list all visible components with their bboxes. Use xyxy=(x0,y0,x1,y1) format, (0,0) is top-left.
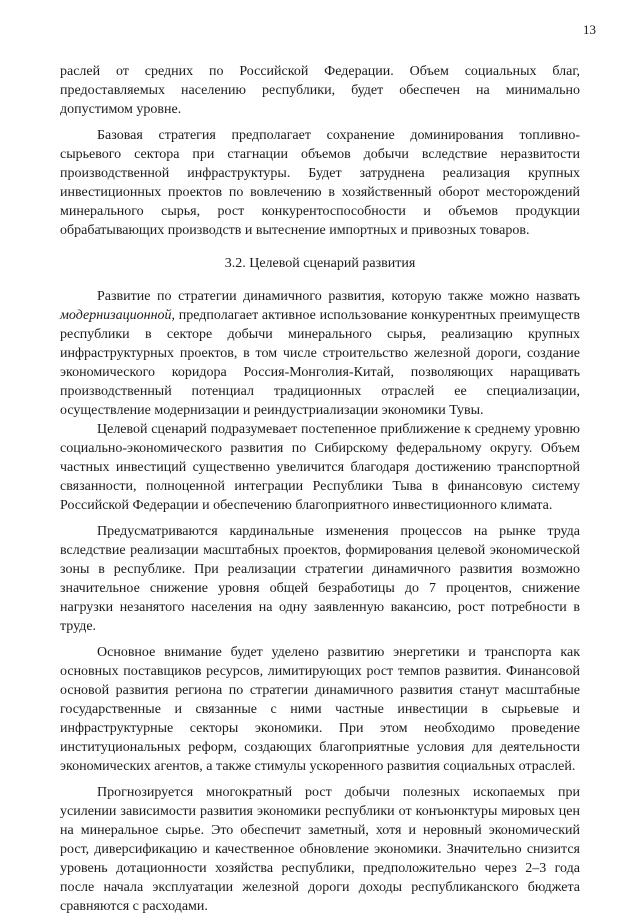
paragraph-labor-market: Предусматриваются кардинальные изменения процессов на рынке труда вследствие реализации масштабных проектов, формирования целевой экономической зоны в республике. При реализации стратегии динамичного развития возможно значительное снижение уровня общей безработицы до 7 процентов, снижение нагрузки незанятого населения на одну заявленную вакансию, рост потребности в труде. xyxy=(60,524,580,634)
paragraph-dynamic-strategy-start: Развитие по стратегии динамичного развития, которую также можно назвать xyxy=(97,289,580,304)
paragraph-continued: раслей от средних по Российской Федерации. Объем социальных благ, предоставляемых населению республики, будет обеспечен на минимально допустимом уровне. xyxy=(60,64,580,117)
section-heading: 3.2. Целевой сценарий развития xyxy=(224,256,416,271)
paragraph-target-scenario: Целевой сценарий подразумевает постепенное приближение к среднему уровню социально-экономического развития по Сибирскому федеральному округу. Объем частных инвестиций существенно увеличится благодаря достижению транспортной связанности, полноценной интеграции Республики Тыва в финансовую систему Российской Федерации и обеспечению благоприятного инвестиционного климата. xyxy=(60,422,580,513)
paragraph-dynamic-strategy-end: предполагает активное использование конкурентных преимуществ республики в секторе добычи минерального сырья, реализацию крупных инфраструктурных проектов, в том числе строительство железной дороги, создание экономического коридора Россия-Монголия-Китай, позволяющих наращивать производственный потенциал традиционных отраслей ее специализации, осуществление модернизации и реиндустриализации экономики Тувы. xyxy=(60,308,580,418)
italic-term-modernization: модернизационной, xyxy=(60,308,176,323)
paragraph-energy-transport: Основное внимание будет уделено развитию энергетики и транспорта как основных поставщиков ресурсов, лимитирующих рост темпов развития. Финансовой основой развития региона по стратегии динамичного развития станут масштабные государственные и связанные с ними частные инвестиции в сырьевые и инфраструктурные секторы экономики. При этом необходимо проведение институциональных реформ, создающих благоприятные условия для деятельности экономических агентов, а также стимулы ускоренного развития социальных отраслей. xyxy=(60,645,580,774)
paragraph-dynamic-strategy xyxy=(60,287,580,420)
page-number: 13 xyxy=(583,22,596,37)
paragraph-mining-growth: Прогнозируется многократный рост добычи полезных ископаемых при усилении зависимости развития экономики республики от конъюнктуры мировых цен на минеральное сырье. Это обеспечит заметный, хотя и неровный экономический рост, диверсификацию и качественное обновление экономики. Значительно снизится уровень дотационности хозяйства республики, предположительно через 2–3 года после начала эксплуатации железной дороги доходы республиканского бюджета сравняются с расходами. xyxy=(60,785,580,914)
document-body xyxy=(60,62,580,916)
paragraph-base-strategy: Базовая стратегия предполагает сохранение доминирования топливно-сырьевого сектора при стагнации объемов добычи вследствие неразвитости производственной инфраструктуры. Будет затруднена реализация крупных инвестиционных проектов по вовлечению в хозяйственный оборот месторождений минерального сырья, рост конкурентоспособности и объемов продукции обрабатывающих производств и вытеснение импортных и привозных товаров. xyxy=(60,128,580,238)
